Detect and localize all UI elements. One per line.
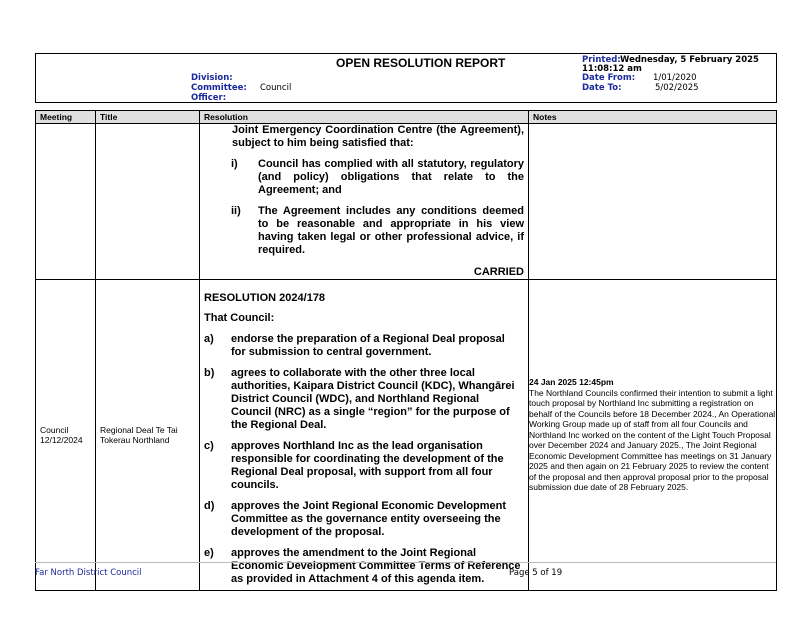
- title-cell: Regional Deal Te Tai Tokerau Northland: [96, 280, 200, 591]
- note-text: The Northland Councils confirmed their intention to submit a light touch proposal by Northland Inc submitting a registration on behalf of the Councils before 18 December 2024., An Operational Working Group made up of staff from all four Councils and Northland Inc worked on the content of the Light Touch Proposal over December 2024 and January 2025., The Joint Regional Economic Development Committee has meetings on 31 January 2025 and then again on 21 February 2025 to review the content of the proposal and then approval proposal prior to the proposal submission due date of 28 February 2025.: [529, 387, 776, 493]
- page-number: Page 5 of 19: [509, 568, 563, 578]
- table-row: [36, 124, 777, 280]
- list-item: e) approves the amendment to the Joint Regional Economic Development Committee Terms of Reference as provided in Attachment 4 of this agenda item.: [204, 547, 521, 585]
- report-title: OPEN RESOLUTION REPORT: [336, 56, 506, 70]
- printed-time: 11:08:12 am: [582, 64, 642, 74]
- meeting-cell: [36, 280, 96, 591]
- resolution-lead: Joint Emergency Coordination Centre (the Agreement), subject to him being satisfied that:: [232, 124, 524, 149]
- list-item: ii) The Agreement includes any conditions deemed to be reasonable and appropriate in his view having taken legal or other professional advice, if required.: [231, 205, 524, 256]
- col-header-notes: Notes: [529, 111, 777, 124]
- printed-label: Printed:: [582, 55, 621, 65]
- report-header: [35, 53, 777, 103]
- meeting-name: Council: [40, 425, 69, 435]
- meeting-date: 12/12/2024: [40, 435, 83, 445]
- date-from-label: Date From:: [582, 73, 636, 83]
- date-from-value: 1/01/2020: [653, 73, 697, 83]
- resolution-cell: [200, 280, 529, 591]
- list-item: i) Council has complied with all statutory, regulatory (and policy) obligations that relate to the Agreement; and: [231, 158, 524, 196]
- that-council: That Council:: [204, 312, 275, 324]
- date-to-label: Date To:: [582, 83, 622, 93]
- resolution-table: [35, 110, 777, 591]
- resolution-cell: [200, 124, 529, 280]
- date-to-value: 5/02/2025: [655, 83, 699, 93]
- footer-divider: [35, 562, 776, 563]
- carried-label: CARRIED: [473, 266, 524, 278]
- list-item: a) endorse the preparation of a Regional Deal proposal for submission to central government.: [204, 333, 505, 358]
- col-header-meeting: Meeting: [36, 111, 96, 124]
- officer-label: Officer:: [191, 93, 227, 103]
- footer-organisation: Far North District Council: [35, 568, 142, 578]
- list-item: b) agrees to collaborate with the other three local authorities, Kaipara District Council (KDC), Whangārei District Council (WDC), and Northland Regional Council (NRC) as a single “region” for the purpose of the Regional Deal.: [204, 367, 515, 431]
- resolution-number: RESOLUTION 2024/178: [204, 292, 326, 304]
- committee-value: Council: [260, 83, 292, 93]
- printed-value: Wednesday, 5 February 2025: [620, 55, 759, 65]
- table-row: [36, 280, 777, 591]
- note-date: 24 Jan 2025 12:45pm: [529, 377, 614, 388]
- col-header-resolution: Resolution: [200, 111, 529, 124]
- division-label: Division:: [191, 73, 233, 83]
- col-header-title: Title: [96, 111, 200, 124]
- list-item: d) approves the Joint Regional Economic Development Committee as the governance entity overseeing the development of the proposal.: [204, 500, 507, 538]
- committee-label: Committee:: [191, 83, 247, 93]
- notes-cell: [529, 280, 777, 591]
- list-item: c) approves Northland Inc as the lead organisation responsible for coordinating the development of the Regional Deal proposal, with support from all four councils.: [204, 440, 504, 491]
